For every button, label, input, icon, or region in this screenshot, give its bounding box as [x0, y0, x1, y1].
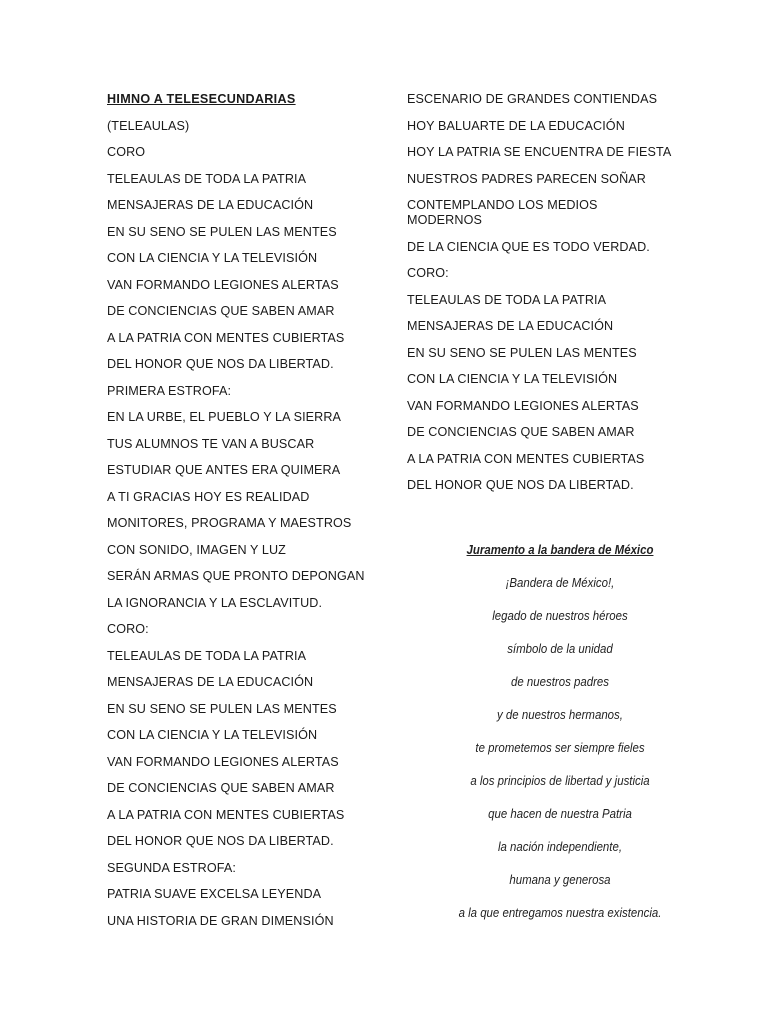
hymn-line: EN LA URBE, EL PUEBLO Y LA SIERRA: [107, 410, 342, 424]
hymn-line: CON LA CIENCIA Y LA TELEVISIÓN: [407, 372, 618, 386]
hymn-line: HOY BALUARTE DE LA EDUCACIÓN: [407, 118, 625, 133]
oath-line: ¡Bandera de México!,: [505, 575, 615, 590]
hymn-line: A TI GRACIAS HOY ES REALIDAD: [107, 489, 310, 504]
hymn-line: MONITORES, PROGRAMA Y MAESTROS: [107, 516, 352, 530]
flag-oath-section: [440, 540, 680, 936]
oath-line: a la que entregamos nuestra existencia.: [458, 905, 662, 920]
oath-line: símbolo de la unidad: [507, 641, 613, 656]
hymn-line: TELEAULAS DE TODA LA PATRIA: [107, 648, 307, 663]
hymn-line: UNA HISTORIA DE GRAN DIMENSIÓN: [107, 913, 334, 928]
oath-line: que hacen de nuestra Patria: [488, 806, 632, 821]
hymn-line: DE LA CIENCIA QUE ES TODO VERDAD.: [407, 239, 650, 254]
hymn-line: PRIMERA ESTROFA:: [107, 383, 232, 398]
hymn-line: ESCENARIO DE GRANDES CONTIENDAS: [407, 92, 658, 106]
hymn-line: CON SONIDO, IMAGEN Y LUZ: [107, 542, 286, 557]
hymn-line: VAN FORMANDO LEGIONES ALERTAS: [107, 277, 339, 292]
oath-line: y de nuestros hermanos,: [497, 707, 623, 722]
hymn-line: CORO:: [407, 266, 449, 280]
hymn-line: SEGUNDA ESTROFA:: [107, 860, 236, 875]
hymn-line: ESTUDIAR QUE ANTES ERA QUIMERA: [107, 463, 341, 477]
hymn-line: MENSAJERAS DE LA EDUCACIÓN: [107, 675, 314, 689]
hymn-line: CORO:: [107, 622, 149, 636]
hymn-line: A LA PATRIA CON MENTES CUBIERTAS: [407, 451, 645, 466]
hymn-line: NUESTROS PADRES PARECEN SOÑAR: [407, 171, 646, 186]
hymn-line: DE CONCIENCIAS QUE SABEN AMAR: [107, 781, 335, 795]
hymn-line: TELEAULAS DE TODA LA PATRIA: [407, 292, 607, 307]
hymn-title: HIMNO A TELESECUNDARIAS: [107, 92, 296, 106]
hymn-line: VAN FORMANDO LEGIONES ALERTAS: [107, 754, 339, 769]
hymn-line: VAN FORMANDO LEGIONES ALERTAS: [407, 398, 639, 413]
hymn-line: DEL HONOR QUE NOS DA LIBERTAD.: [407, 478, 634, 492]
hymn-line: MENSAJERAS DE LA EDUCACIÓN: [107, 198, 314, 212]
hymn-line: CORO: [107, 145, 146, 159]
hymn-line: DE CONCIENCIAS QUE SABEN AMAR: [407, 425, 635, 439]
hymn-line: PATRIA SUAVE EXCELSA LEYENDA: [107, 887, 322, 901]
hymn-line: A LA PATRIA CON MENTES CUBIERTAS: [107, 330, 345, 345]
hymn-line: A LA PATRIA CON MENTES CUBIERTAS: [107, 807, 345, 822]
hymn-line: CON LA CIENCIA Y LA TELEVISIÓN: [107, 728, 318, 742]
hymn-line: DEL HONOR QUE NOS DA LIBERTAD.: [107, 834, 334, 848]
oath-title: Juramento a la bandera de México: [466, 542, 654, 557]
hymn-line: CON LA CIENCIA Y LA TELEVISIÓN: [107, 251, 318, 265]
hymn-line: DE CONCIENCIAS QUE SABEN AMAR: [107, 304, 335, 318]
hymn-line: (TELEAULAS): [107, 118, 190, 133]
hymn-line: DEL HONOR QUE NOS DA LIBERTAD.: [107, 357, 334, 371]
hymn-line: EN SU SENO SE PULEN LAS MENTES: [107, 701, 337, 716]
hymn-line: MENSAJERAS DE LA EDUCACIÓN: [407, 319, 614, 333]
hymn-line: EN SU SENO SE PULEN LAS MENTES: [107, 224, 337, 239]
hymn-line: TELEAULAS DE TODA LA PATRIA: [107, 171, 307, 186]
hymn-line: LA IGNORANCIA Y LA ESCLAVITUD.: [107, 595, 323, 610]
oath-line: humana y generosa: [509, 872, 611, 887]
hymn-line: HOY LA PATRIA SE ENCUENTRA DE FIESTA: [407, 145, 672, 159]
hymn-line: EN SU SENO SE PULEN LAS MENTES: [407, 345, 637, 360]
oath-line: de nuestros padres: [511, 674, 609, 689]
hymn-right-column: [407, 92, 672, 505]
hymn-line: SERÁN ARMAS QUE PRONTO DEPONGAN: [107, 569, 365, 583]
hymn-left-column: [107, 92, 382, 940]
hymn-line: CONTEMPLANDO LOS MEDIOS MODERNOS: [407, 198, 598, 227]
oath-line: legado de nuestros héroes: [492, 608, 628, 623]
oath-line: te prometemos ser siempre fieles: [475, 740, 645, 755]
hymn-line: TUS ALUMNOS TE VAN A BUSCAR: [107, 436, 315, 451]
oath-line: la nación independiente,: [497, 839, 623, 854]
oath-line: a los principios de libertad y justicia: [470, 773, 650, 788]
